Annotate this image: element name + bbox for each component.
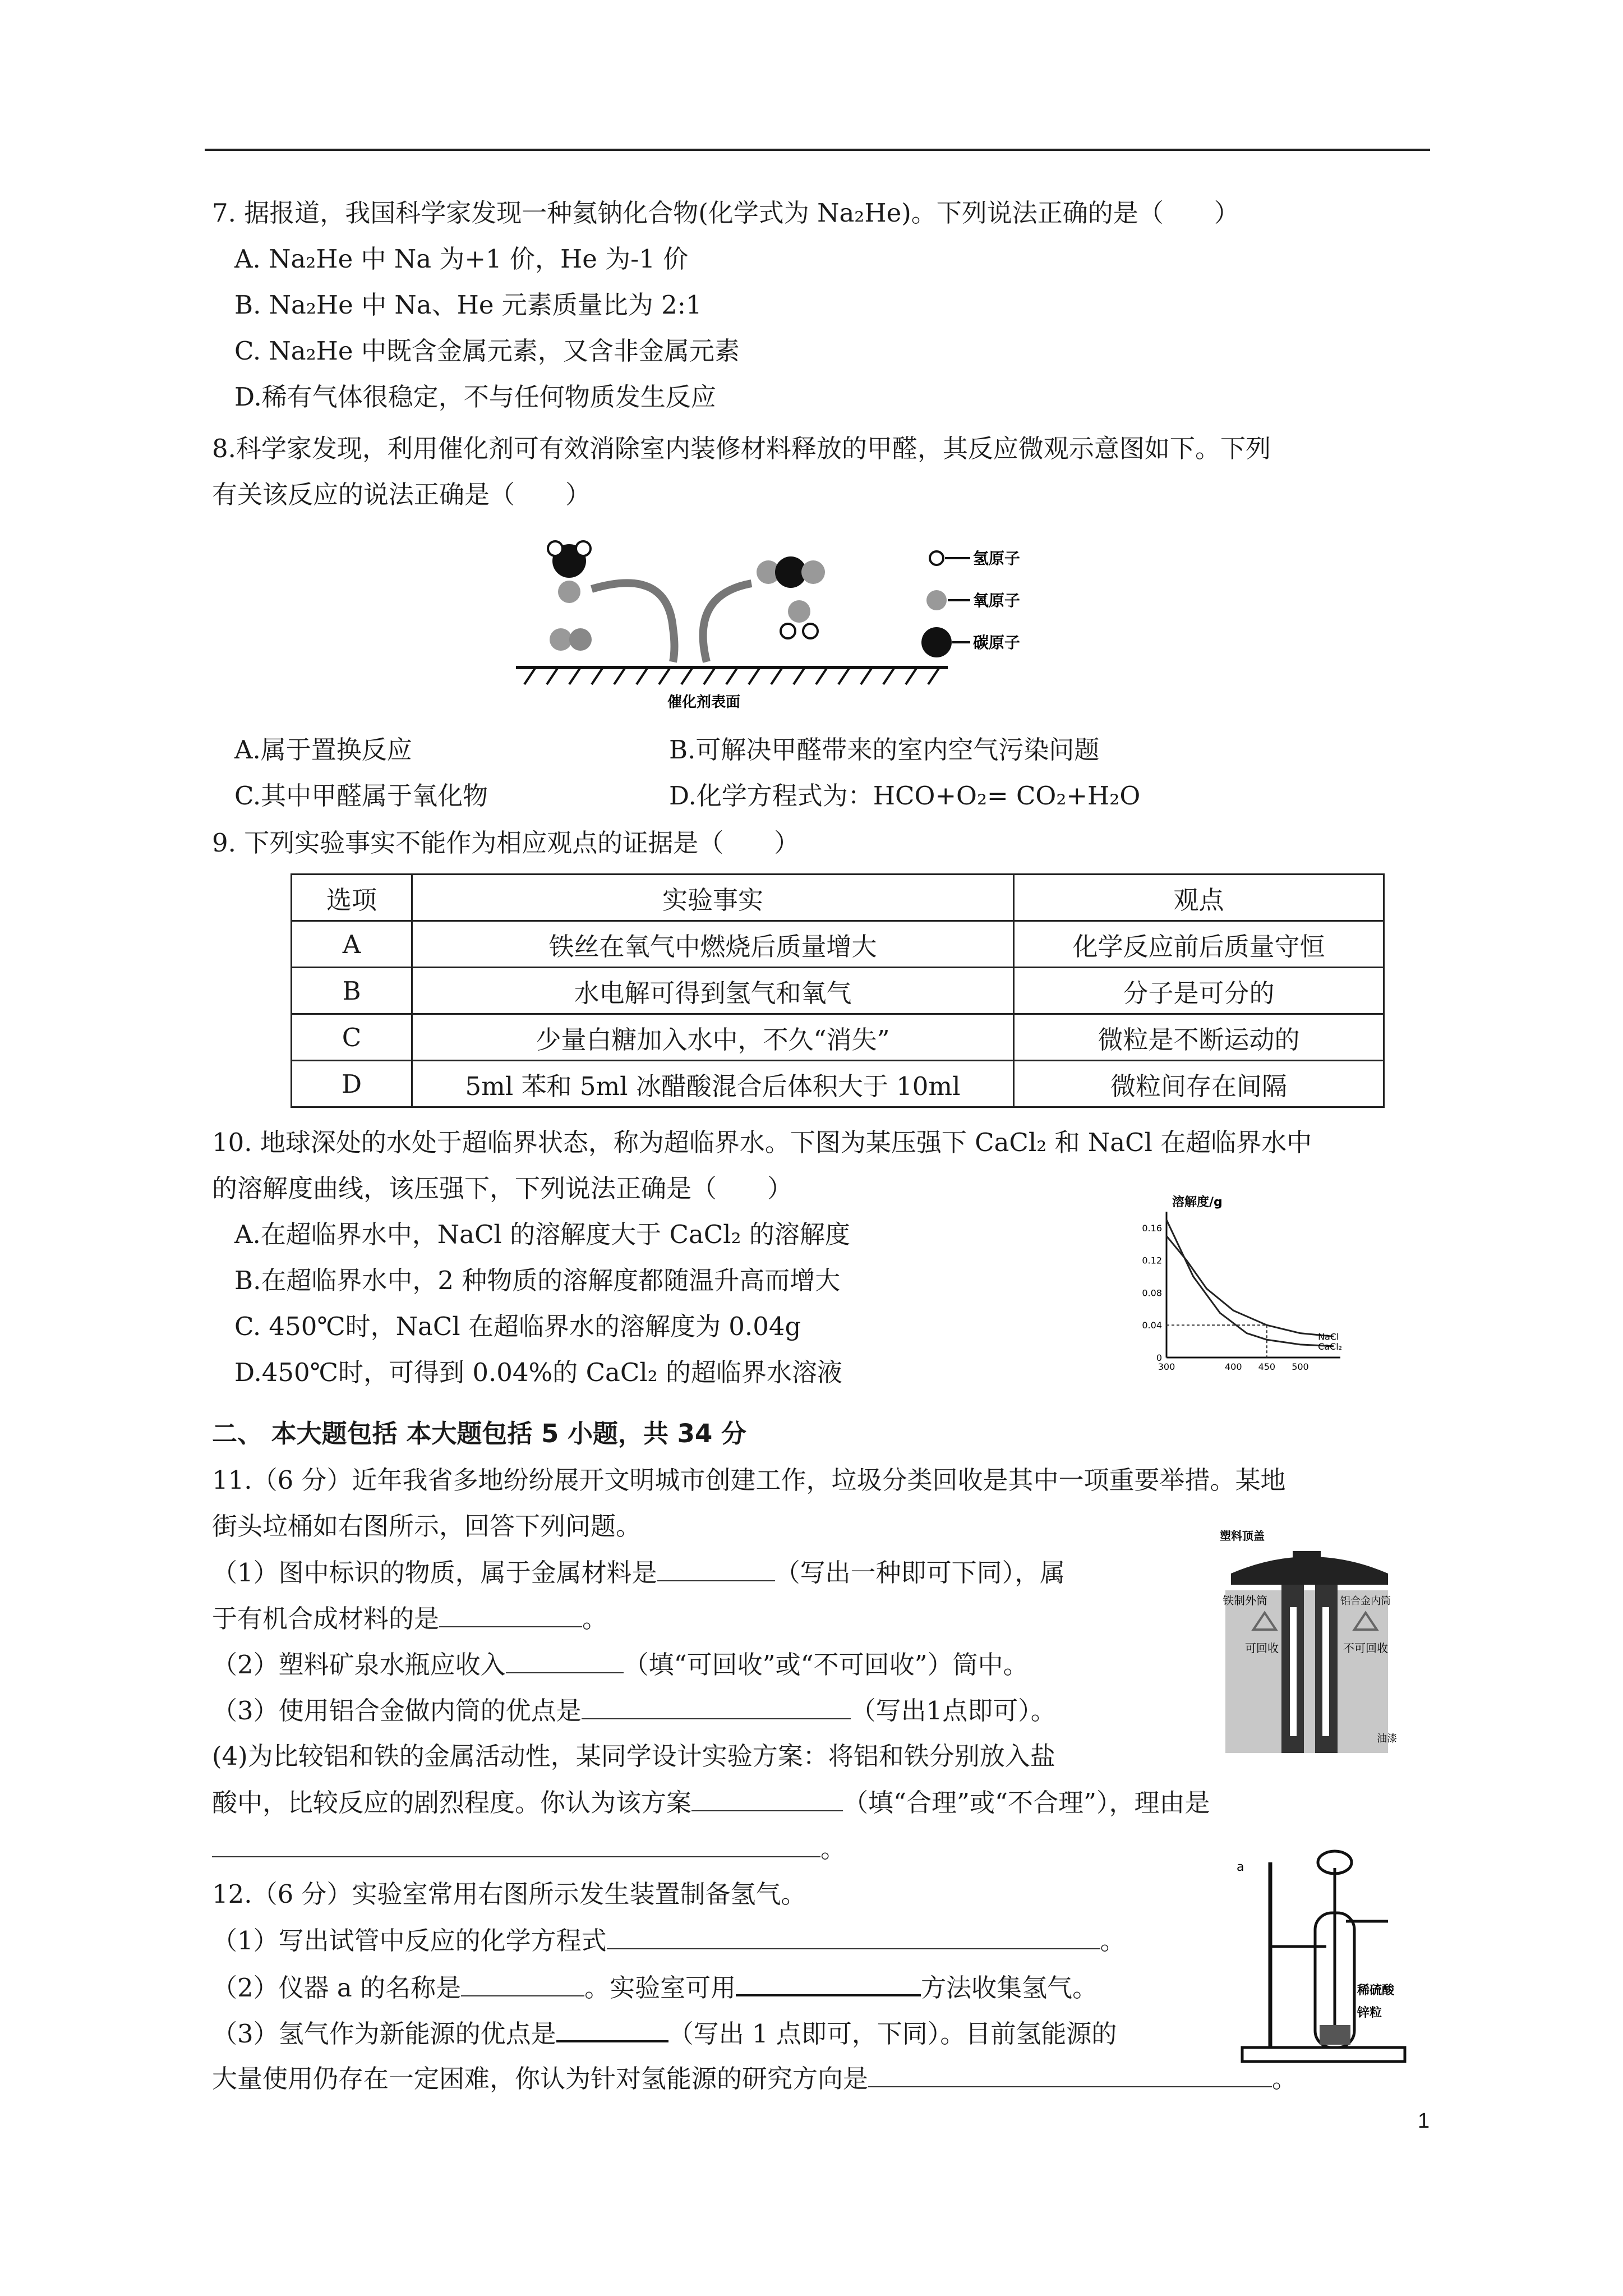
q11-blank-bin[interactable]	[506, 1648, 624, 1673]
cell-option: A	[292, 921, 412, 968]
q8-option-a: A.属于置换反应	[234, 735, 412, 765]
q11-blank-advantage[interactable]	[582, 1694, 851, 1719]
x-tick-label: 400	[1224, 1361, 1242, 1372]
header-view: 观点	[1014, 875, 1384, 921]
q7-stem: 7. 据报道，我国科学家发现一种氦钠化合物(化学式为 Na₂He)。下列说法正确的是（ ）	[212, 198, 1239, 228]
q11-part4-line1: (4)为比较铝和铁的金属活动性，某同学设计实验方案：将铝和铁分别放入盐	[212, 1741, 1055, 1771]
x-tick-label: 500	[1292, 1361, 1309, 1372]
cell-option: D	[292, 1061, 412, 1107]
cell-fact: 水电解可得到氢气和氧气	[412, 968, 1014, 1014]
q12-blank-research[interactable]	[868, 2062, 1272, 2087]
q11-part4-line3: 。	[212, 1832, 846, 1866]
q7-option-c: C. Na₂He 中既含金属元素，又含非金属元素	[234, 336, 740, 366]
q8-stem-line2: 有关该反应的说法正确是（ ）	[212, 480, 591, 509]
cell-option: B	[292, 968, 412, 1014]
formaldehyde-molecule	[548, 541, 591, 603]
q8-option-b: B.可解决甲醛带来的室内空气污染问题	[669, 735, 1100, 765]
chart-ylabel: 溶解度/g	[1172, 1195, 1223, 1209]
cell-fact: 铁丝在氧气中燃烧后质量增大	[412, 921, 1014, 968]
q12-part3-line: （3）氢气作为新能源的优点是 （写出 1 点即可，下同）。目前氢能源的	[212, 2016, 1117, 2051]
hydrogen-apparatus-figure	[1231, 1846, 1416, 2070]
series-label: NaCl	[1318, 1331, 1339, 1342]
legend-hydrogen	[930, 549, 1020, 568]
svg-text:碳原子: 碳原子	[973, 633, 1021, 652]
x-tick-label: 450	[1258, 1361, 1276, 1372]
right-tube-highlight	[1322, 1607, 1329, 1736]
q10-option-c: C. 450℃时，NaCl 在超临界水的溶解度为 0.04g	[234, 1312, 801, 1341]
q8-option-d: D.化学方程式为：HCO+O₂= CO₂+H₂O	[669, 781, 1141, 811]
q7-option-b: B. Na₂He 中 Na、He 元素质量比为 2:1	[234, 290, 702, 320]
series-label: CaCl₂	[1318, 1341, 1343, 1352]
zinc-granules	[1320, 2025, 1350, 2045]
q7-option-d: D.稀有气体很稳定，不与任何物质发生反应	[234, 382, 716, 412]
legend-carbon	[921, 627, 1020, 657]
q10-option-d: D.450℃时，可得到 0.04%的 CaCl₂ 的超临界水溶液	[234, 1358, 842, 1387]
svg-text:氧原子: 氧原子	[973, 591, 1021, 610]
reaction-arrow-1	[592, 583, 675, 662]
carbon-dioxide-molecule	[757, 556, 825, 588]
header-fact: 实验事实	[412, 875, 1014, 921]
cell-view: 微粒间存在间隔	[1014, 1061, 1384, 1107]
solubility-chart	[1127, 1189, 1352, 1380]
q8-option-c: C.其中甲醛属于氧化物	[234, 781, 488, 811]
q11-part4-line2: 酸中，比较反应的剧烈程度。你认为该方案 （填“合理”或“不合理”），理由是	[212, 1786, 1210, 1820]
table-row	[292, 1014, 1384, 1061]
q12-blank-collect[interactable]	[736, 1970, 921, 1996]
y-tick-label: 0.04	[1142, 1320, 1162, 1331]
q11-blank-reasonable[interactable]	[691, 1786, 843, 1811]
q12-stem: 12.（6 分）实验室常用右图所示发生装置制备氢气。	[212, 1879, 806, 1909]
q8-reaction-diagram	[505, 527, 1038, 718]
cover-handle	[1293, 1551, 1321, 1579]
q11-blank-reason[interactable]	[212, 1832, 820, 1857]
q11-part1-line: （1）图中标识的物质，属于金属材料是 （写出一种即可下同），属	[212, 1556, 1065, 1590]
label-zinc: 锌粒	[1357, 2006, 1382, 2020]
q7-option-a: A. Na₂He 中 Na 为+1 价，He 为-1 价	[234, 244, 689, 274]
series-line-CaCl₂	[1166, 1220, 1334, 1346]
surface-hatching	[524, 668, 939, 684]
table-row	[292, 968, 1384, 1014]
left-tube-highlight	[1290, 1607, 1297, 1736]
y-tick-label: 0.08	[1142, 1287, 1162, 1299]
label-dilute-acid: 稀硫酸	[1357, 1984, 1395, 1998]
q12-part2-line: （2）仪器 a 的名称是 。实验室可用 方法收集氢气。	[212, 1970, 1098, 2005]
q11-blank-organic[interactable]	[439, 1602, 582, 1627]
q11-part3-line: （3）使用铝合金做内筒的优点是 （写出1点即可）。	[212, 1694, 1056, 1728]
header-option: 选项	[292, 875, 412, 921]
oxygen-molecule	[550, 628, 592, 651]
cell-option: C	[292, 1014, 412, 1061]
q9-stem: 9. 下列实验事实不能作为相应观点的证据是（ ）	[212, 828, 800, 858]
q11-part2-line: （2）塑料矿泉水瓶应收入 （填“可回收”或“不可回收”）筒中。	[212, 1648, 1029, 1682]
q11-stem-line2: 街头垃桶如右图所示，回答下列问题。	[212, 1511, 642, 1541]
y-tick-label: 0.12	[1142, 1255, 1162, 1266]
reaction-arrow-2	[703, 583, 751, 662]
svg-text:氢原子: 氢原子	[973, 549, 1021, 568]
y-tick-label: 0	[1156, 1352, 1162, 1363]
q12-part1-line: （1）写出试管中反应的化学方程式 。	[212, 1924, 1126, 1958]
stand-base	[1242, 2047, 1405, 2062]
label-paint: 油漆	[1377, 1733, 1397, 1745]
x-tick-label: 300	[1158, 1361, 1175, 1372]
cell-view: 分子是可分的	[1014, 968, 1384, 1014]
q10-option-a: A.在超临界水中，NaCl 的溶解度大于 CaCl₂ 的溶解度	[234, 1220, 850, 1249]
q10-stem-line2: 的溶解度曲线，该压强下，下列说法正确是（ ）	[212, 1174, 793, 1203]
label-iron-shell: 铁制外筒	[1223, 1594, 1267, 1607]
q12-blank-instrument[interactable]	[461, 1971, 584, 1996]
q11-blank-metal[interactable]	[657, 1556, 775, 1581]
q11-part1-line2: 于有机合成材料的是 。	[212, 1602, 607, 1636]
table-row	[292, 1061, 1384, 1107]
q9-table	[291, 873, 1385, 1108]
legend-oxygen	[926, 590, 1020, 610]
q10-stem-line1: 10. 地球深处的水处于超临界状态，称为超临界水。下图为某压强下 CaCl₂ 和 NaCl 在超临界水中	[212, 1128, 1312, 1157]
header-rule	[205, 149, 1430, 151]
trash-bin-figure	[1220, 1517, 1399, 1759]
y-tick-label: 0.16	[1142, 1222, 1162, 1234]
cell-view: 化学反应前后质量守恒	[1014, 921, 1384, 968]
table-header-row	[292, 875, 1384, 921]
q12-blank-advantage[interactable]	[556, 2016, 668, 2042]
q12-part3-line2: 大量使用仍存在一定困难，你认为针对氢能源的研究方向是 。	[212, 2062, 1297, 2096]
label-recyclable: 可回收	[1245, 1641, 1279, 1655]
table-row	[292, 921, 1384, 968]
surface-label: 催化剂表面	[667, 694, 741, 711]
water-molecule	[781, 600, 818, 638]
cell-fact: 5ml 苯和 5ml 冰醋酸混合后体积大于 10ml	[412, 1061, 1014, 1107]
q12-blank-equation[interactable]	[607, 1924, 1100, 1949]
label-non-recyclable: 不可回收	[1343, 1641, 1388, 1655]
label-plastic-cover: 塑料顶盖	[1220, 1529, 1265, 1543]
series-line-NaCl	[1166, 1236, 1334, 1336]
q11-stem-line1: 11.（6 分）近年我省多地纷纷展开文明城市创建工作，垃圾分类回收是其中一项重要举措。某地	[212, 1465, 1286, 1495]
label-a: a	[1237, 1860, 1244, 1874]
section2-title: 二、 本大题包括 本大题包括 5 小题，共 34 分	[212, 1419, 746, 1448]
q10-option-b: B.在超临界水中，2 种物质的溶解度都随温升高而增大	[234, 1266, 841, 1295]
cell-view: 微粒是不断运动的	[1014, 1014, 1384, 1061]
q8-stem-line1: 8.科学家发现，利用催化剂可有效消除室内装修材料释放的甲醛，其反应微观示意图如下。下列	[212, 434, 1271, 463]
label-alloy-inner: 铝合金内筒	[1340, 1595, 1391, 1607]
page-number: 1	[1418, 2109, 1430, 2133]
cell-fact: 少量白糖加入水中，不久“消失”	[412, 1014, 1014, 1061]
